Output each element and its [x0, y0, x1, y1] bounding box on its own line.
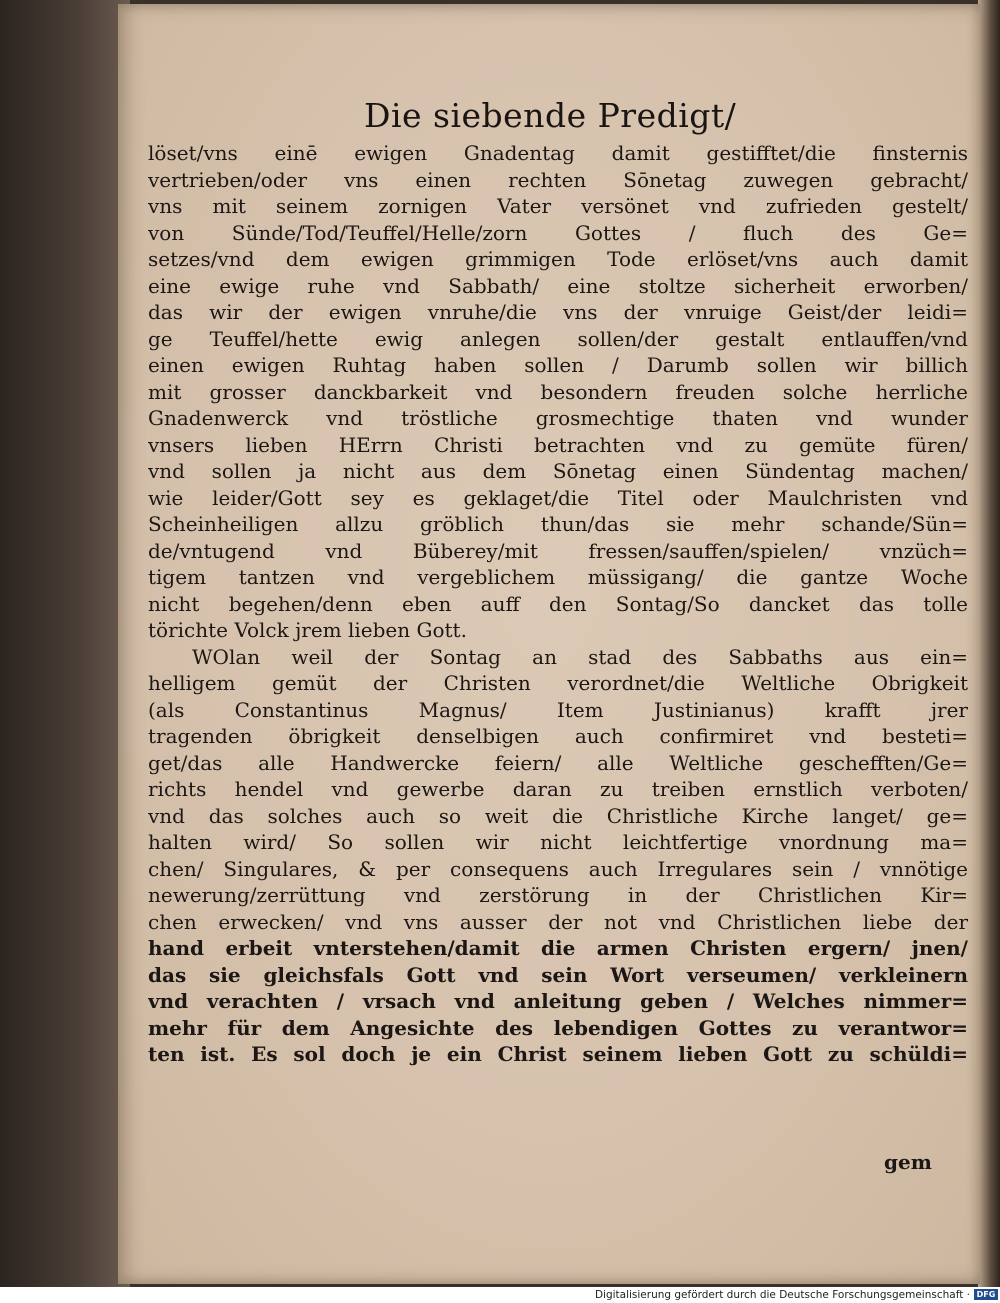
text-line: vnd verachten / vrsach vnd anleitung geben / Welches nimmer= [148, 989, 968, 1013]
text-line: vnd sollen ja nicht aus dem Sōnetag einen Sündentag machen/ [148, 459, 968, 483]
text-line: newerung/zerrüttung vnd zerstörung in der Christlichen Kir= [148, 883, 968, 907]
text-line: chen/ Singulares, & per consequens auch Irregulares sein / vnnötige [148, 856, 968, 881]
text-line: tragenden öbrigkeit denselbigen auch confirmiret vnd besteti= [148, 724, 968, 748]
text-line: Scheinheiligen allzu gröblich thun/das sie mehr schande/Sün= [148, 512, 968, 536]
text-line: chen erwecken/ vnd vns ausser der not vnd Christlichen liebe der [148, 909, 968, 934]
text-line: mehr für dem Angesichte des lebendigen Gottes zu verantwor= [148, 1015, 968, 1040]
text-line: ten ist. Es sol doch je ein Christ seinem lieben Gott zu schüldi= [148, 1042, 968, 1066]
body-text [148, 140, 968, 1068]
text-line: das wir der ewigen vnruhe/die vns der vnruige Geist/der leidi= [148, 300, 968, 324]
text-line: vnd das solches auch so weit die Christliche Kirche langet/ ge= [148, 803, 968, 828]
text-line: WOlan weil der Sontag an stad des Sabbaths aus ein= [192, 644, 968, 669]
left-binding-shadow [0, 0, 130, 1290]
text-line: de/vntugend vnd Büberey/mit fressen/sauffen/spielen/ vnzüch= [148, 538, 968, 563]
text-line: wie leider/Gott sey es geklaget/die Titel oder Maulchristen vnd [148, 485, 968, 510]
right-page-edge [978, 0, 1000, 1290]
page-header: Die siebende Predigt/ [364, 96, 737, 135]
text-line: setzes/vnd dem ewigen grimmigen Tode erlöset/vns auch damit [148, 247, 968, 271]
text-line: helligem gemüt der Christen verordnet/die Weltliche Obrigkeit [148, 671, 968, 695]
text-line: vertrieben/oder vns einen rechten Sōnetag zuwegen gebracht/ [148, 167, 968, 192]
text-line: get/das alle Handwercke feiern/ alle Weltliche geschefften/Ge= [148, 750, 968, 775]
footer-credit: Digitalisierung gefördert durch die Deutsche Forschungsgemeinschaft · [594, 1289, 970, 1301]
text-line: ge Teuffel/hette ewig anlegen sollen/der gestalt entlauffen/vnd [148, 326, 968, 351]
text-line: hand erbeit vnterstehen/damit die armen Christen ergern/ jnen/ [148, 936, 968, 960]
text-line: einen ewigen Ruhtag haben sollen / Darumb sollen wir billich [148, 353, 968, 377]
dfg-logo: DFG [974, 1289, 998, 1300]
text-line: (als Constantinus Magnus/ Item Justinianus) krafft jrer [148, 697, 968, 722]
text-line: mit grosser danckbarkeit vnd besondern freuden solche herrliche [148, 379, 968, 404]
text-line: löset/vns einē ewigen Gnadentag damit gestifftet/die finsternis [148, 141, 968, 165]
text-line: vns mit seinem zornigen Vater versönet vnd zufrieden gestelt/ [148, 194, 968, 218]
text-line: eine ewige ruhe vnd Sabbath/ eine stoltze sicherheit erworben/ [148, 273, 968, 298]
text-line: das sie gleichsfals Gott vnd sein Wort verseumen/ verkleinern [148, 962, 968, 987]
text-line: Gnadenwerck vnd tröstliche grosmechtige thaten vnd wunder [148, 406, 968, 430]
text-line: vnsers lieben HErrn Christi betrachten vnd zu gemüte füren/ [148, 432, 968, 457]
text-line: von Sünde/Tod/Teuffel/Helle/zorn Gottes / fluch des Ge= [148, 220, 968, 245]
text-line: richts hendel vnd gewerbe daran zu treiben ernstlich verboten/ [148, 777, 968, 801]
text-line: törichte Volck jrem lieben Gott. [148, 618, 467, 642]
text-line: halten wird/ So sollen wir nicht leichtfertige vnordnung ma= [148, 830, 968, 854]
catchword: gem [884, 1150, 932, 1174]
text-line: tigem tantzen vnd vergeblichem müssigang/ die gantze Woche [148, 565, 968, 589]
text-line: nicht begehen/denn eben auff den Sontag/So dancket das tolle [148, 591, 968, 616]
